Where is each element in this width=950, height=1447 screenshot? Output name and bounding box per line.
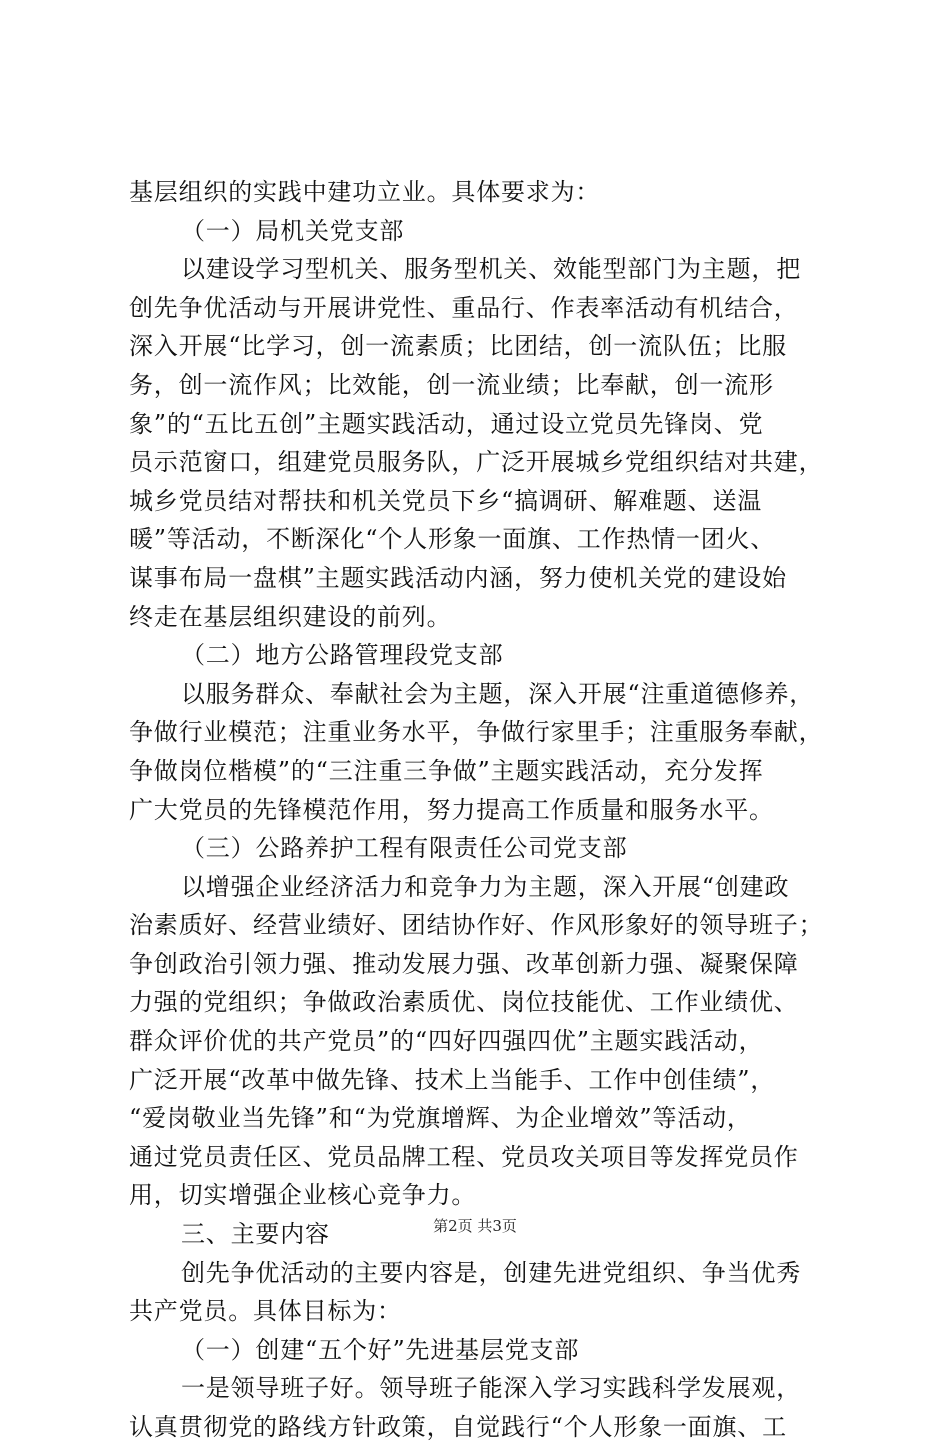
text-line: 暖”等活动，不断深化“个人形象一面旗、工作热情一团火、 bbox=[129, 525, 776, 554]
text-line: 务，创一流作风；比效能，创一流业绩；比奉献，创一流形 bbox=[129, 370, 774, 399]
text-line: 终走在基层组织建设的前列。 bbox=[129, 602, 452, 631]
text-line: （三）公路养护工程有限责任公司党支部 bbox=[181, 834, 628, 863]
text-line: “爱岗敬业当先锋”和“为党旗增辉、为企业增效”等活动， bbox=[129, 1104, 752, 1133]
text-line: 力强的党组织；争做政治素质优、岗位技能优、工作业绩优、 bbox=[129, 988, 799, 1017]
text-line: 三、主要内容 bbox=[181, 1220, 330, 1249]
text-line: 认真贯彻党的路线方针政策，自觉践行“个人形象一面旗、工 bbox=[129, 1413, 787, 1441]
text-line: 象”的“五比五创”主题实践活动，通过设立党员先锋岗、党 bbox=[129, 409, 764, 438]
text-line: 治素质好、经营业绩好、团结协作好、作风形象好的领导班子； bbox=[129, 911, 824, 940]
text-line: 城乡党员结对帮扶和机关党员下乡“搞调研、解难题、送温 bbox=[129, 486, 763, 515]
text-line: （二）地方公路管理段党支部 bbox=[181, 641, 504, 670]
text-line: 通过党员责任区、党员品牌工程、党员攻关项目等发挥党员作 bbox=[129, 1142, 799, 1171]
text-line: 广泛开展“改革中做先锋、技术上当能手、工作中创佳绩”， bbox=[129, 1065, 776, 1094]
text-line: 谋事布局一盘棋”主题实践活动内涵，努力使机关党的建设始 bbox=[129, 563, 787, 592]
text-line: 以服务群众、奉献社会为主题，深入开展“注重道德修养， bbox=[181, 679, 815, 708]
text-line: 争做岗位楷模”的“三注重三争做”主题实践活动，充分发挥 bbox=[129, 756, 764, 785]
text-line: 争创政治引领力强、推动发展力强、改革创新力强、凝聚保障 bbox=[129, 949, 799, 978]
text-line: 以建设学习型机关、服务型机关、效能型部门为主题，把 bbox=[181, 255, 801, 284]
text-line: 一是领导班子好。领导班子能深入学习实践科学发展观， bbox=[181, 1374, 801, 1403]
text-line: 创先争优活动的主要内容是，创建先进党组织、争当优秀 bbox=[181, 1258, 801, 1287]
text-line: 创先争优活动与开展讲党性、重品行、作表率活动有机结合， bbox=[129, 293, 799, 322]
text-line: （一）创建“五个好”先进基层党支部 bbox=[181, 1335, 580, 1364]
text-line: 以增强企业经济活力和竞争力为主题，深入开展“创建政 bbox=[181, 872, 790, 901]
text-line: 深入开展“比学习，创一流素质；比团结，创一流队伍；比服 bbox=[129, 332, 787, 361]
text-line: 用，切实增强企业核心竞争力。 bbox=[129, 1181, 477, 1210]
text-line: 群众评价优的共产党员”的“四好四强四优”主题实践活动， bbox=[129, 1027, 764, 1056]
text-line: （一）局机关党支部 bbox=[181, 216, 405, 245]
document-body bbox=[129, 173, 829, 1447]
text-line: 争做行业模范；注重业务水平，争做行家里手；注重服务奉献， bbox=[129, 718, 824, 747]
page-number-footer: 第2页 共3页 bbox=[433, 1217, 517, 1235]
text-line: 员示范窗口，组建党员服务队，广泛开展城乡党组织结对共建， bbox=[129, 448, 824, 477]
text-line: 广大党员的先锋模范作用，努力提高工作质量和服务水平。 bbox=[129, 795, 774, 824]
text-line: 基层组织的实践中建功立业。具体要求为： bbox=[129, 178, 601, 206]
text-line: 共产党员。具体目标为： bbox=[129, 1297, 402, 1326]
